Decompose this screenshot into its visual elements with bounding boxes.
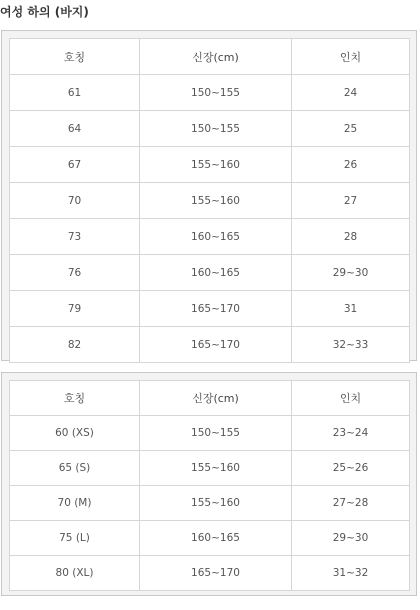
table-row — [10, 75, 410, 111]
size-table-lettered — [9, 380, 410, 591]
table-row — [10, 451, 410, 486]
header-height: 신장(cm) — [140, 381, 292, 416]
cell-inch: 25 — [292, 111, 410, 147]
cell-name: 67 — [10, 147, 140, 183]
table-header-row — [10, 39, 410, 75]
cell-height: 155~160 — [140, 147, 292, 183]
table-row — [10, 219, 410, 255]
page-title: 여성 하의 (바지) — [0, 5, 89, 19]
table-row — [10, 183, 410, 219]
cell-name: 70 — [10, 183, 140, 219]
cell-inch: 23~24 — [292, 416, 410, 451]
header-inch: 인치 — [292, 39, 410, 75]
cell-inch: 28 — [292, 219, 410, 255]
cell-height: 150~155 — [140, 416, 292, 451]
cell-inch: 24 — [292, 75, 410, 111]
header-height: 신장(cm) — [140, 39, 292, 75]
table-row — [10, 486, 410, 521]
cell-height: 165~170 — [140, 556, 292, 591]
table-row — [10, 416, 410, 451]
cell-inch: 29~30 — [292, 521, 410, 556]
size-table-box-lettered — [1, 372, 417, 596]
cell-name: 73 — [10, 219, 140, 255]
cell-inch: 25~26 — [292, 451, 410, 486]
header-name: 호칭 — [10, 39, 140, 75]
cell-inch: 27 — [292, 183, 410, 219]
header-name: 호칭 — [10, 381, 140, 416]
cell-height: 150~155 — [140, 111, 292, 147]
cell-height: 155~160 — [140, 183, 292, 219]
cell-inch: 27~28 — [292, 486, 410, 521]
size-table-numeric — [9, 38, 410, 363]
cell-height: 155~160 — [140, 451, 292, 486]
size-table-box-numeric — [1, 30, 417, 361]
cell-inch: 29~30 — [292, 255, 410, 291]
cell-height: 160~165 — [140, 255, 292, 291]
table-row — [10, 327, 410, 363]
cell-height: 160~165 — [140, 521, 292, 556]
cell-name: 75 (L) — [10, 521, 140, 556]
cell-name: 70 (M) — [10, 486, 140, 521]
cell-name: 61 — [10, 75, 140, 111]
cell-height: 160~165 — [140, 219, 292, 255]
table-row — [10, 147, 410, 183]
cell-inch: 26 — [292, 147, 410, 183]
cell-height: 165~170 — [140, 327, 292, 363]
cell-name: 64 — [10, 111, 140, 147]
table-row — [10, 556, 410, 591]
cell-height: 165~170 — [140, 291, 292, 327]
table-row — [10, 521, 410, 556]
cell-name: 65 (S) — [10, 451, 140, 486]
cell-name: 76 — [10, 255, 140, 291]
cell-inch: 32~33 — [292, 327, 410, 363]
table-row — [10, 291, 410, 327]
cell-name: 82 — [10, 327, 140, 363]
cell-name: 60 (XS) — [10, 416, 140, 451]
header-inch: 인치 — [292, 381, 410, 416]
table-row — [10, 111, 410, 147]
cell-name: 80 (XL) — [10, 556, 140, 591]
table-row — [10, 255, 410, 291]
table-header-row — [10, 381, 410, 416]
cell-inch: 31~32 — [292, 556, 410, 591]
cell-height: 155~160 — [140, 486, 292, 521]
cell-height: 150~155 — [140, 75, 292, 111]
cell-name: 79 — [10, 291, 140, 327]
cell-inch: 31 — [292, 291, 410, 327]
